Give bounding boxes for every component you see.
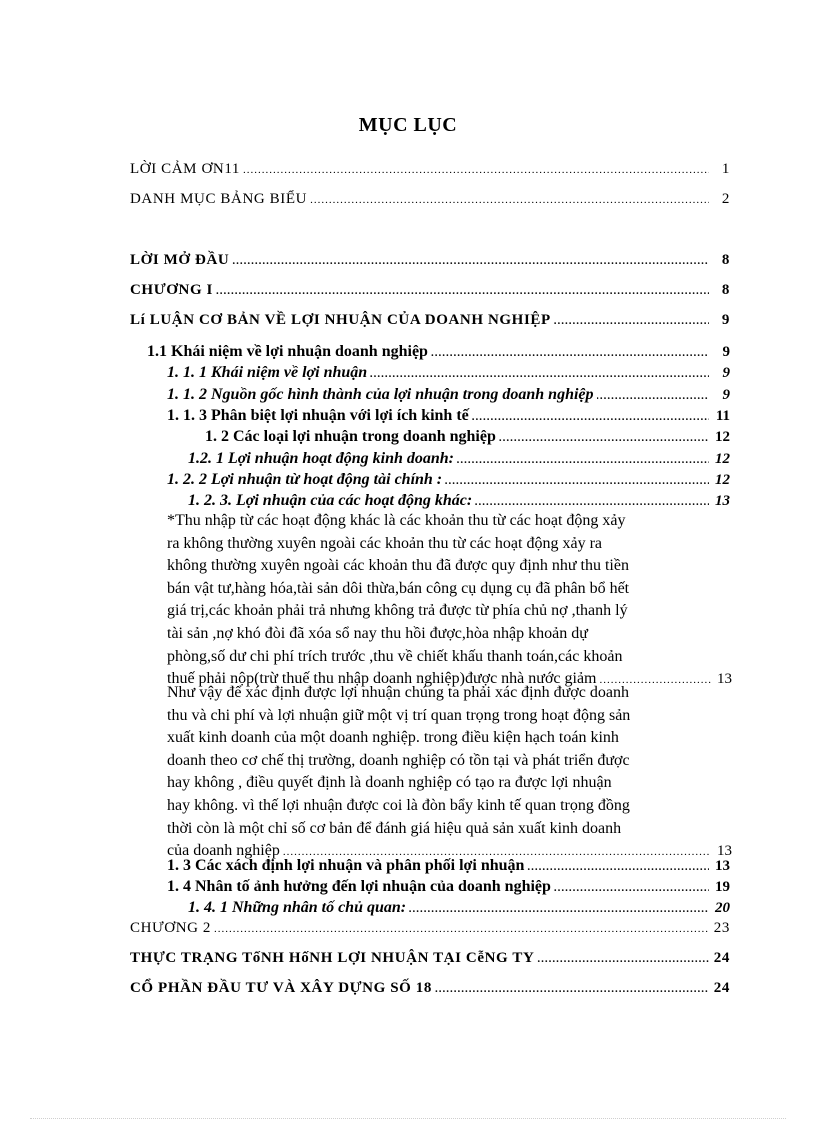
dot-leader (435, 978, 709, 1000)
paragraph-line: *Thu nhập từ các hoạt động khác là các khoản thu từ các hoạt động xảy (167, 512, 626, 529)
toc-entry[interactable] (205, 426, 730, 448)
toc-entry-text: DANH MỤC BẢNG BIỂU (130, 191, 308, 207)
toc-page-number: 9 (722, 387, 730, 403)
toc-entry-text: 1. 1. 1 Khái niệm về lợi nhuận (167, 364, 368, 381)
toc-page-number: 24 (713, 950, 730, 966)
toc-entry[interactable] (130, 188, 730, 210)
toc-page-number: 24 (713, 980, 730, 996)
toc-entry[interactable] (130, 279, 730, 301)
toc-entry[interactable] (167, 362, 730, 384)
dot-leader (499, 427, 709, 449)
dot-leader (232, 250, 709, 272)
toc-entry-text: 1.2. 1 Lợi nhuận hoạt động kinh doanh: (188, 450, 455, 467)
paragraph-line: phòng,số dư chi phí trích trước ,thu về chiết khấu thanh toán,các khoản (167, 647, 623, 665)
toc-paragraph-entry[interactable] (167, 682, 732, 864)
dot-leader (216, 280, 709, 302)
paragraph-line: thời còn là một chỉ số cơ bản để đánh giá hiệu quả sản xuất kinh doanh (167, 819, 622, 837)
toc-page-number: 9 (722, 344, 730, 360)
dot-leader (431, 342, 709, 364)
toc-entry-text: LỜI CẢM ƠN11 (130, 161, 240, 177)
toc-entry[interactable] (188, 490, 730, 512)
dot-leader (445, 470, 709, 492)
paragraph-line: ra không thường xuyên ngoài các khoản thu từ các hoạt động xảy ra (167, 534, 603, 552)
dot-leader (472, 406, 709, 428)
paragraph-line: Như vậy để xác định được lợi nhuận chúng ta phải xác định được doanh (167, 684, 629, 701)
toc-page-number: 8 (721, 282, 730, 298)
toc-page-number: 9 (721, 312, 730, 328)
toc-entry-text: CHƯƠNG I (130, 282, 213, 298)
dot-leader (537, 948, 709, 970)
toc-paragraph-entry[interactable] (167, 510, 732, 692)
toc-entry-text: 1. 1. 3 Phân biệt lợi nhuận với lợi ích kinh tế (167, 407, 469, 424)
paragraph-line: giá trị,các khoản phải trả nhưng không trả được từ phía chủ nợ ,thanh lý (167, 602, 628, 620)
toc-page-number: 13 (717, 843, 732, 860)
dot-leader (597, 385, 709, 407)
paragraph-line: hay không , điều quyết định là doanh nghiệp có tạo ra được lợi nhuận (167, 774, 612, 792)
dot-leader (457, 449, 709, 471)
toc-page-number: 20 (715, 900, 730, 916)
toc-entry-text: 1. 4. 1 Những nhân tố chủ quan: (188, 899, 407, 916)
toc-entry-text: 1.1 Khái niệm về lợi nhuận doanh nghiệp (147, 343, 428, 360)
toc-page-number: 2 (721, 191, 730, 207)
toc-page-number: 11 (715, 408, 730, 424)
paragraph-line: tài sản ,nợ khó đòi đã xóa sổ nay thu hồi được,hòa nhập khoản dự (167, 624, 588, 642)
toc-entry-text: 1. 2 Các loại lợi nhuận trong doanh nghiệp (205, 428, 496, 445)
toc-entry-text: LỜI MỞ ĐẦU (130, 252, 230, 268)
toc-page-number: 9 (722, 365, 730, 381)
toc-page-number: 12 (715, 451, 730, 467)
dot-leader (527, 856, 709, 878)
dot-leader (554, 310, 709, 332)
toc-entry[interactable] (188, 448, 730, 470)
toc-entry[interactable] (130, 249, 730, 271)
paragraph-line: thuế phải nộp(trừ thuế thu nhập doanh nghiệp)được nhà nước giảm (167, 670, 597, 688)
toc-entry-text: CỔ PHẦN ĐẦU TƯ VÀ XÂY DỰNG SỐ 18 (130, 980, 432, 996)
toc-entry[interactable] (167, 384, 730, 406)
toc-entry[interactable] (167, 876, 730, 898)
toc-page-number: 1 (721, 161, 730, 177)
toc-entry-text: 1. 1. 2 Nguồn gốc hình thành của lợi nhuận trong doanh nghiệp (167, 386, 594, 403)
dot-leader (370, 363, 709, 385)
toc-page-number: 19 (715, 879, 730, 895)
toc-entry[interactable] (130, 158, 730, 180)
toc-entry-text: Lí LUẬN CƠ BẢN VỀ LỢI NHUẬN CỦA DOANH NGHIỆP (130, 312, 551, 328)
toc-entry[interactable] (130, 917, 730, 939)
toc-entry[interactable] (188, 897, 730, 919)
paragraph-line: không thường xuyên ngoài các khoản thu đã được quy định như thu tiền (167, 557, 629, 575)
paragraph-line: thu và chi phí và lợi nhuận giữ một vị trí quan trọng trong hoạt động sản (167, 706, 631, 724)
toc-entry-text: 1. 4 Nhân tố ảnh hưởng đến lợi nhuận của doanh nghiệp (167, 878, 551, 895)
paragraph-line: bán vật tư,hàng hóa,tài sản dôi thừa,bán công cụ dụng cụ đã phân bổ hết (167, 579, 630, 597)
toc-entry[interactable] (167, 405, 730, 427)
toc-page-number: 12 (715, 429, 730, 445)
toc-entry[interactable] (130, 947, 730, 969)
toc-entry-text: CHƯƠNG 2 (130, 920, 212, 936)
toc-entry[interactable] (167, 469, 730, 491)
toc-entry[interactable] (130, 977, 730, 999)
toc-page-number: 23 (713, 920, 730, 936)
dot-leader (243, 159, 709, 181)
toc-entry[interactable] (130, 309, 730, 331)
toc-page-number: 13 (715, 858, 730, 874)
toc-page-number: 13 (717, 671, 732, 688)
toc-page-number: 13 (715, 493, 730, 509)
toc-page-number: 8 (721, 252, 730, 268)
paragraph-line: của doanh nghiệp (167, 842, 280, 860)
dot-leader (214, 918, 709, 940)
toc-entry-text: 1. 2. 2 Lợi nhuận từ hoạt động tài chính : (167, 471, 443, 488)
page-title: MỤC LỤC (358, 114, 458, 136)
toc-entry-text: 1. 3 Các xách định lợi nhuận và phân phối lợi nhuận (167, 857, 525, 874)
toc-page-number: 12 (715, 472, 730, 488)
paragraph-line: doanh theo cơ chế thị trường, doanh nghiệp có tồn tại và phát triển được (167, 751, 630, 769)
dot-leader (554, 877, 709, 899)
toc-entry-text: 1. 2. 3. Lợi nhuận của các hoạt động khác: (188, 492, 473, 509)
toc-entry-text: THỰC TRẠNG TốNH HốNH LỢI NHUẬN TẠI CễNG TY (130, 950, 535, 966)
toc-entry[interactable] (167, 855, 730, 877)
toc-entry[interactable] (147, 341, 730, 363)
dot-leader (310, 189, 709, 211)
page-bottom-divider (30, 1118, 786, 1119)
paragraph-line: hay không. vì thế lợi nhuận được coi là đòn bẩy kinh tế quan trọng đồng (167, 796, 630, 814)
paragraph-line: xuất kinh doanh của một doanh nghiệp. trong điều kiện hạch toán kinh (167, 729, 619, 747)
